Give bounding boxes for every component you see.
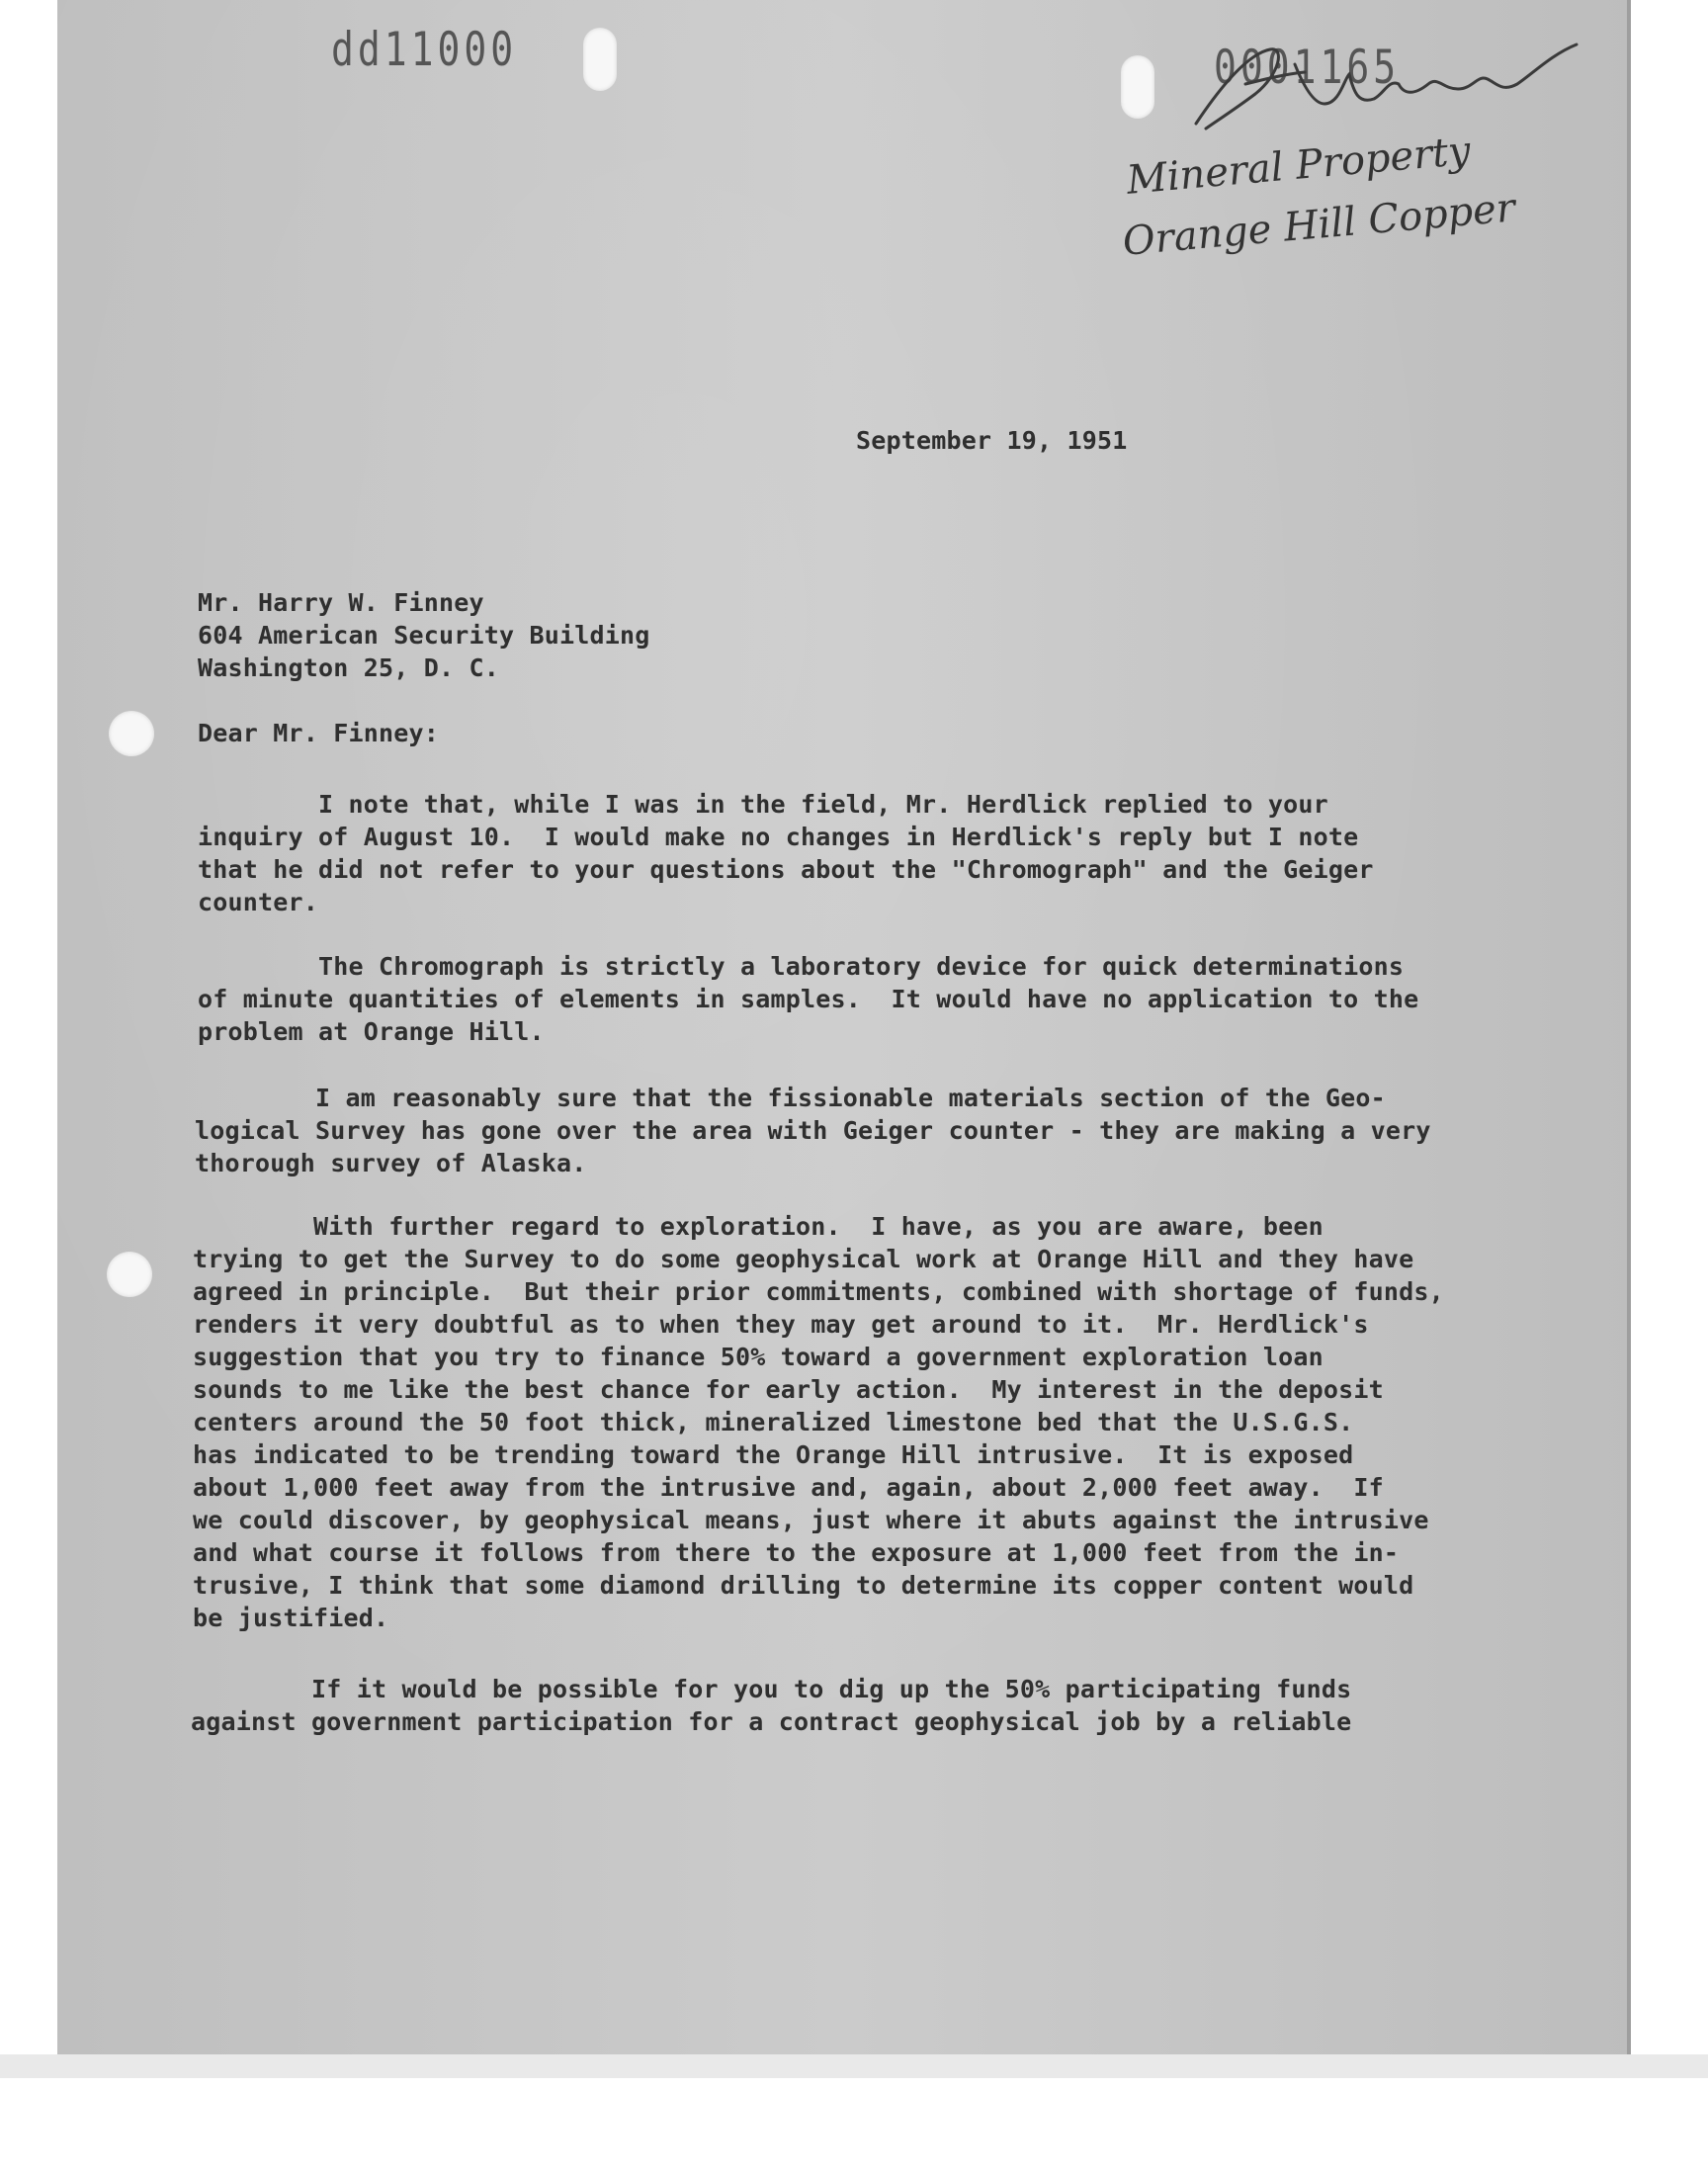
paragraph-line: The Chromograph is strictly a laboratory device for quick determinations — [198, 952, 1405, 981]
paragraph-line: trusive, I think that some diamond drilling to determine its copper content would — [193, 1571, 1414, 1600]
paragraph-line: against government participation for a contract geophysical job by a reliable — [191, 1707, 1352, 1736]
recipient-name: Mr. Harry W. Finney — [198, 588, 484, 617]
paragraph-line: has indicated to be trending toward the Orange Hill intrusive. It is exposed — [193, 1440, 1354, 1469]
paragraph-line: trying to get the Survey to do some geophysical work at Orange Hill and they have — [193, 1245, 1414, 1273]
punch-hole-left-upper — [109, 711, 154, 756]
paragraph-line: centers around the 50 foot thick, mineralized limestone bed that the U.S.G.S. — [193, 1408, 1354, 1436]
scan-bottom-margin — [0, 2054, 1708, 2078]
paragraph-line: I am reasonably sure that the fissionable materials section of the Geo- — [195, 1084, 1386, 1112]
handwritten-signature — [1176, 35, 1591, 143]
archive-stamp-right: 0001165 — [1214, 40, 1401, 94]
paragraph-2 — [198, 950, 1418, 1048]
paragraph-line: With further regard to exploration. I have, as you are aware, been — [193, 1212, 1324, 1241]
paragraph-line: be justified. — [193, 1604, 389, 1632]
paragraph-line: problem at Orange Hill. — [198, 1017, 545, 1046]
paragraph-line: If it would be possible for you to dig up the 50% participating funds — [191, 1675, 1352, 1703]
paragraph-line: we could discover, by geophysical means, just where it abuts against the intrusive — [193, 1506, 1429, 1534]
paragraph-line: that he did not refer to your questions about the "Chromograph" and the Geiger — [198, 855, 1374, 884]
binder-hole-top-left — [583, 28, 617, 91]
paragraph-3 — [195, 1082, 1431, 1179]
paragraph-line: thorough survey of Alaska. — [195, 1149, 587, 1177]
paragraph-line: agreed in principle. But their prior commitments, combined with shortage of funds, — [193, 1277, 1444, 1306]
paragraph-1 — [198, 788, 1374, 918]
handwritten-note-line-2: Orange Hill Copper — [1121, 185, 1517, 265]
paragraph-line: inquiry of August 10. I would make no changes in Herdlick's reply but I note — [198, 823, 1359, 851]
paragraph-line: and what course it follows from there to the exposure at 1,000 feet from the in- — [193, 1538, 1400, 1567]
paragraph-line: counter. — [198, 888, 319, 916]
binder-hole-top-right — [1121, 55, 1154, 119]
paragraph-5 — [191, 1673, 1351, 1738]
archive-stamp-left: dd11000 — [331, 22, 518, 76]
paragraph-line: of minute quantities of elements in samples. It would have no application to the — [198, 985, 1419, 1013]
recipient-city: Washington 25, D. C. — [198, 653, 500, 682]
paragraph-line: about 1,000 feet away from the intrusive and, again, about 2,000 feet away. If — [193, 1473, 1384, 1502]
letter-date: September 19, 1951 — [856, 426, 1128, 455]
punch-hole-left-lower — [107, 1252, 152, 1297]
paragraph-line: I note that, while I was in the field, Mr. Herdlick replied to your — [198, 790, 1328, 819]
paragraph-line: suggestion that you try to finance 50% toward a government exploration loan — [193, 1343, 1324, 1371]
paragraph-line: logical Survey has gone over the area with Geiger counter - they are making a very — [195, 1116, 1431, 1145]
salutation: Dear Mr. Finney: — [198, 719, 440, 747]
recipient-street: 604 American Security Building — [198, 621, 650, 650]
handwritten-note-line-1: Mineral Property — [1125, 128, 1473, 204]
paragraph-line: sounds to me like the best chance for early action. My interest in the deposit — [193, 1375, 1384, 1404]
paragraph-4 — [193, 1210, 1444, 1634]
paragraph-line: renders it very doubtful as to when they may get around to it. Mr. Herdlick's — [193, 1310, 1369, 1339]
